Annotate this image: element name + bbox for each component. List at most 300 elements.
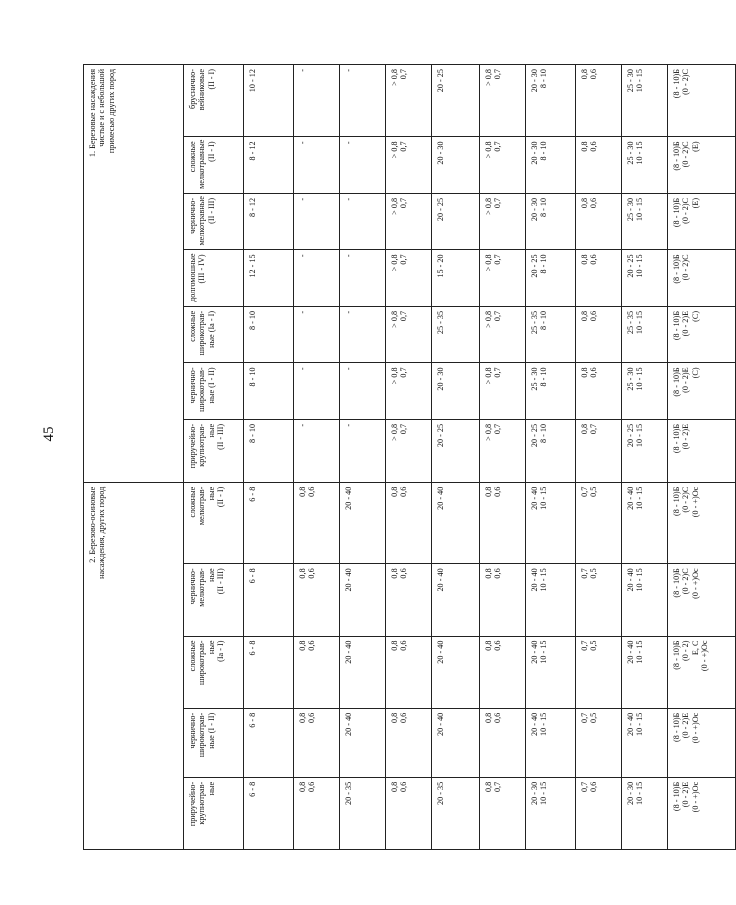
value-cell-c5	[432, 482, 480, 564]
cell-line: 0,6	[589, 254, 599, 265]
cell-line: ные	[206, 640, 216, 655]
value-cell-c4	[386, 777, 432, 849]
value-cell-c10	[668, 482, 736, 564]
value-cell-c8	[576, 306, 622, 363]
group-label-cell	[84, 482, 184, 849]
cell-line: чернично-	[188, 712, 197, 749]
cell-line: 0,7	[580, 712, 589, 723]
cell-line: крупнотрав-	[197, 423, 207, 467]
cell-line: 0,6	[399, 568, 409, 579]
cell-line: 0,8	[484, 640, 493, 651]
rotated-table-container	[83, 64, 710, 850]
value-cell-c2	[294, 564, 340, 636]
cell-value: 20 - 35	[344, 781, 353, 805]
cell-line: 0,7	[580, 781, 589, 793]
cell-line: (8 - 10)Б	[672, 486, 681, 516]
value-cell-c5	[432, 636, 480, 708]
value-cell-c3	[340, 636, 386, 708]
cell-value: -	[344, 197, 353, 201]
cell-line: 10 - 15	[635, 69, 645, 93]
cell-line: сложные	[188, 310, 197, 342]
value-cell-c6	[480, 482, 526, 564]
cell-line: Е, С	[690, 640, 700, 656]
value-cell-c9	[622, 636, 668, 708]
value-cell-c4	[386, 65, 432, 137]
cell-line: 25 - 30	[626, 69, 635, 93]
value-cell-c5	[432, 564, 480, 636]
cell-line: > 0,8	[390, 141, 399, 159]
value-cell-c7	[526, 636, 576, 708]
table-row	[294, 65, 340, 850]
cell-line: 20 - 40	[530, 712, 539, 736]
value-cell-c6	[480, 636, 526, 708]
cell-line: (II - III)	[216, 423, 226, 450]
cell-value: -	[344, 69, 353, 72]
stand-type-cell	[184, 708, 244, 777]
value-cell-c5	[432, 65, 480, 137]
cell-line: 0,8	[390, 712, 399, 723]
cell-line: ные	[206, 486, 216, 501]
value-cell-c2	[294, 636, 340, 708]
value-cell-c7	[526, 306, 576, 363]
cell-line: 10 - 15	[539, 640, 549, 664]
cell-line: крупнотрав-	[197, 781, 207, 825]
cell-line: (0 - 2)Е	[681, 781, 691, 808]
cell-line: (0 - 2)	[681, 640, 691, 661]
cell-line: 20 - 25	[626, 254, 635, 278]
cell-value: 20 - 40	[344, 486, 353, 510]
table-row	[576, 65, 622, 850]
cell-line: 0,8	[390, 640, 399, 651]
value-cell-c5	[432, 137, 480, 194]
cell-line: (0 - 2)Е	[681, 712, 691, 739]
table-body	[84, 65, 736, 850]
cell-line: сложные	[188, 486, 197, 518]
cell-line: 0,8	[298, 568, 307, 579]
cell-line: чернично-	[188, 367, 197, 404]
value-cell-c8	[576, 419, 622, 482]
cell-value: -	[298, 423, 307, 427]
cell-line: (0 - 2)С	[681, 197, 691, 224]
cell-line: 8 - 10	[539, 310, 549, 331]
value-cell-c9	[622, 250, 668, 307]
cell-line: 10 - 15	[635, 423, 645, 448]
cell-line: (0 - +)Ос	[690, 486, 700, 518]
cell-line: 20 - 40	[530, 486, 539, 510]
cell-line: (8 - 10)Б	[672, 712, 681, 742]
cell-line: мелкотрав-	[197, 568, 207, 607]
value-cell-c4	[386, 306, 432, 363]
cell-line: > 0,8	[390, 310, 399, 328]
cell-line: ные (I - II)	[206, 367, 216, 404]
stand-type-cell	[184, 363, 244, 420]
cell-line: 0,8	[390, 486, 399, 497]
value-cell-c2	[294, 250, 340, 307]
cell-line: 10 - 15	[635, 568, 645, 592]
cell-line: (8 - 10)Б	[672, 367, 681, 397]
value-cell-c9	[622, 306, 668, 363]
cell-value: -	[344, 254, 353, 258]
cell-value: 20 - 35	[436, 781, 445, 805]
table-row	[526, 65, 576, 850]
group-label-line: 2. Березово-осиновые	[88, 486, 97, 563]
cell-line: 0,6	[399, 486, 409, 497]
cell-line: 0,5	[589, 640, 599, 651]
cell-line: ные	[206, 568, 216, 582]
table-row	[244, 65, 294, 850]
stand-type-cell	[184, 306, 244, 363]
cell-value: 20 - 25	[436, 423, 445, 448]
value-cell-c6	[480, 250, 526, 307]
value-cell-c9	[622, 363, 668, 420]
cell-line: > 0,8	[484, 423, 493, 441]
stand-type-cell	[184, 777, 244, 849]
cell-line: (Ia - I)	[216, 640, 226, 662]
cell-value: 20 - 40	[436, 640, 445, 664]
value-cell-c1	[244, 137, 294, 194]
cell-line: мелкотравные	[197, 139, 207, 189]
table-row	[340, 65, 386, 850]
cell-line: 0,6	[589, 367, 599, 378]
cell-line: 0,8	[390, 568, 399, 579]
cell-line: > 0,8	[484, 254, 493, 272]
value-cell-c7	[526, 564, 576, 636]
value-cell-c9	[622, 708, 668, 777]
cell-line: (8 - 10)Б	[672, 197, 681, 228]
cell-line: > 0,8	[484, 310, 493, 328]
cell-line: 10 - 15	[539, 568, 549, 592]
cell-line: (8 - 10)Б	[672, 254, 681, 284]
cell-value: 20 - 25	[436, 69, 445, 93]
cell-line: 20 - 30	[530, 197, 539, 222]
cell-line: (II - I)	[216, 486, 226, 508]
stand-type-cell	[184, 250, 244, 307]
cell-line: 0,8	[390, 781, 399, 793]
value-cell-c6	[480, 65, 526, 137]
cell-line: > 0,8	[484, 197, 493, 215]
cell-line: 10 - 15	[539, 781, 549, 805]
cell-line: ные (I - II)	[206, 712, 216, 749]
cell-line: приручейно-	[188, 781, 197, 827]
value-cell-c3	[340, 306, 386, 363]
value-cell-c3	[340, 777, 386, 849]
cell-line: (С)	[690, 367, 700, 379]
table-row	[84, 65, 184, 850]
cell-line: 0,8	[484, 568, 493, 579]
value-cell-c7	[526, 193, 576, 250]
value-cell-c8	[576, 250, 622, 307]
cell-line: 0,6	[307, 486, 317, 497]
cell-line: 0,6	[493, 712, 503, 723]
cell-value: -	[298, 69, 307, 72]
value-cell-c10	[668, 636, 736, 708]
cell-line: чернично-	[188, 568, 197, 605]
cell-line: 25 - 35	[626, 310, 635, 335]
cell-line: 0,8	[580, 197, 589, 209]
cell-line: 0,8	[580, 254, 589, 265]
cell-line: (0 - 2)С	[681, 141, 691, 168]
cell-line: 10 - 15	[635, 781, 645, 805]
cell-line: 0,6	[399, 712, 409, 723]
cell-line: (0 - 2)Е	[681, 310, 691, 337]
cell-line: 0,7	[493, 423, 503, 435]
cell-line: 20 - 40	[626, 640, 635, 664]
value-cell-c4	[386, 363, 432, 420]
value-cell-c10	[668, 708, 736, 777]
value-cell-c2	[294, 482, 340, 564]
cell-line: (8 - 10)Б	[672, 141, 681, 171]
value-cell-c4	[386, 564, 432, 636]
cell-line: 0,6	[589, 69, 599, 80]
cell-line: 0,8	[580, 141, 589, 152]
cell-line: > 0,8	[390, 69, 399, 86]
cell-line: 10 - 15	[635, 486, 645, 510]
value-cell-c10	[668, 306, 736, 363]
value-cell-c2	[294, 363, 340, 420]
value-cell-c9	[622, 137, 668, 194]
cell-line: 0,7	[399, 254, 409, 265]
value-cell-c10	[668, 419, 736, 482]
page-number: 45	[41, 426, 57, 442]
value-cell-c3	[340, 419, 386, 482]
stand-type-cell	[184, 193, 244, 250]
cell-line: 0,7	[580, 486, 589, 497]
cell-line: (8 - 10)Б	[672, 640, 681, 670]
value-cell-c2	[294, 65, 340, 137]
cell-line: 0,6	[589, 141, 599, 152]
cell-line: бруснично-	[188, 69, 197, 109]
table-row	[184, 65, 244, 850]
value-cell-c9	[622, 193, 668, 250]
value-cell-c5	[432, 306, 480, 363]
cell-line: 20 - 40	[530, 568, 539, 592]
value-cell-c6	[480, 419, 526, 482]
cell-line: (8 - 10)Б	[672, 310, 681, 341]
value-cell-c6	[480, 777, 526, 849]
cell-line: (0 - 2)С	[681, 486, 691, 513]
value-cell-c5	[432, 250, 480, 307]
cell-line: (II - III)	[216, 568, 226, 595]
cell-line: 25 - 30	[626, 141, 635, 165]
stand-type-cell	[184, 65, 244, 137]
value-cell-c8	[576, 708, 622, 777]
cell-line: 0,7	[580, 640, 589, 651]
cell-line: 0,7	[399, 141, 409, 152]
cell-line: (8 - 10)Б	[672, 423, 681, 454]
cell-line: 0,6	[307, 712, 317, 723]
cell-line: 0,6	[589, 197, 599, 209]
value-cell-c2	[294, 777, 340, 849]
value-cell-c3	[340, 137, 386, 194]
cell-value: 6 - 8	[248, 712, 257, 728]
cell-line: 10 - 15	[635, 367, 645, 391]
value-cell-c1	[244, 193, 294, 250]
cell-line: (III - IV)	[197, 254, 207, 284]
cell-line: 25 - 30	[626, 197, 635, 222]
cell-value: 20 - 25	[436, 197, 445, 222]
cell-line: 0,7	[580, 568, 589, 579]
value-cell-c6	[480, 363, 526, 420]
group-label-cell	[84, 65, 184, 483]
cell-line: 0,6	[493, 568, 503, 579]
cell-line: (8 - 10)Б	[672, 69, 681, 99]
cell-line: 8 - 10	[539, 254, 549, 274]
value-cell-c3	[340, 482, 386, 564]
value-cell-c3	[340, 193, 386, 250]
value-cell-c6	[480, 193, 526, 250]
cell-line: 10 - 15	[635, 712, 645, 736]
value-cell-c5	[432, 363, 480, 420]
value-cell-c9	[622, 65, 668, 137]
cell-value: 8 - 10	[248, 310, 257, 331]
cell-line: (0 - +)Ос	[690, 712, 700, 744]
cell-line: 0,7	[399, 197, 409, 209]
cell-line: ные (Ia - I)	[206, 310, 216, 348]
group-label-line: насаждения, других пород	[97, 486, 107, 579]
table-row	[432, 65, 480, 850]
cell-line: > 0,8	[390, 367, 399, 385]
cell-line: 0,8	[484, 781, 493, 793]
cell-value: 20 - 40	[344, 568, 353, 592]
cell-line: 20 - 30	[530, 781, 539, 805]
cell-line: 25 - 35	[530, 310, 539, 335]
value-cell-c4	[386, 708, 432, 777]
cell-line: чернично-	[188, 197, 197, 234]
value-cell-c2	[294, 193, 340, 250]
value-cell-c8	[576, 363, 622, 420]
forest-stand-table	[83, 64, 736, 850]
value-cell-c2	[294, 419, 340, 482]
value-cell-c3	[340, 65, 386, 137]
value-cell-c4	[386, 482, 432, 564]
value-cell-c8	[576, 193, 622, 250]
value-cell-c10	[668, 777, 736, 849]
cell-line: 0,5	[589, 568, 599, 579]
cell-value: 20 - 30	[436, 141, 445, 165]
cell-line: 0,7	[493, 254, 503, 265]
value-cell-c1	[244, 419, 294, 482]
cell-line: сложные	[188, 640, 197, 672]
value-cell-c9	[622, 564, 668, 636]
cell-value: 8 - 10	[248, 423, 257, 444]
cell-line: 0,7	[399, 423, 409, 435]
value-cell-c10	[668, 137, 736, 194]
cell-line: 8 - 10	[539, 141, 549, 161]
cell-line: 20 - 40	[626, 712, 635, 736]
cell-line: 20 - 30	[626, 781, 635, 805]
value-cell-c9	[622, 419, 668, 482]
cell-line: 8 - 10	[539, 197, 549, 218]
cell-line: (Е)	[690, 141, 700, 152]
cell-line: 0,8	[298, 486, 307, 497]
cell-line: 25 - 30	[626, 367, 635, 391]
value-cell-c8	[576, 137, 622, 194]
cell-line: 0,8	[484, 486, 493, 497]
cell-line: 0,8	[298, 712, 307, 723]
cell-line: 10 - 15	[539, 712, 549, 736]
cell-line: мелкотравные	[197, 196, 207, 246]
cell-line: 25 - 30	[530, 367, 539, 391]
cell-line: долгомошные	[188, 253, 197, 302]
cell-line: (0 - 2)С	[681, 254, 691, 281]
cell-value: -	[298, 254, 307, 258]
value-cell-c1	[244, 708, 294, 777]
cell-line: 0,7	[493, 197, 503, 209]
cell-line: 10 - 15	[635, 141, 645, 165]
cell-value: -	[298, 141, 307, 145]
cell-line: (8 - 10)Б	[672, 568, 681, 598]
cell-line: 0,5	[589, 712, 599, 723]
value-cell-c8	[576, 564, 622, 636]
value-cell-c6	[480, 137, 526, 194]
cell-line: (0 - 2)С	[681, 568, 691, 595]
cell-line: 0,7	[493, 310, 503, 322]
value-cell-c3	[340, 708, 386, 777]
cell-line: (II - III)	[206, 197, 216, 224]
cell-line: широкотрав-	[197, 712, 207, 758]
cell-value: 6 - 8	[248, 486, 257, 502]
cell-line: широкотрав-	[197, 640, 207, 685]
cell-value: 8 - 12	[248, 197, 257, 218]
cell-line: 0,5	[589, 486, 599, 497]
cell-value: 6 - 8	[248, 568, 257, 584]
value-cell-c1	[244, 250, 294, 307]
value-cell-c10	[668, 564, 736, 636]
cell-line: 10 - 15	[635, 310, 645, 335]
cell-line: 0,7	[493, 781, 503, 793]
cell-line: 20 - 25	[626, 423, 635, 448]
cell-value: 12 - 15	[248, 254, 257, 278]
cell-line: 0,7	[589, 423, 599, 435]
cell-line: 0,7	[493, 141, 503, 152]
cell-value: 20 - 40	[436, 486, 445, 510]
cell-value: 20 - 40	[436, 712, 445, 736]
cell-line: > 0,8	[484, 69, 493, 86]
cell-value: -	[344, 423, 353, 427]
cell-line: 10 - 15	[539, 486, 549, 510]
cell-line: 0,7	[399, 367, 409, 378]
cell-line: широкотрав-	[197, 310, 207, 356]
cell-line: вейниковые	[197, 69, 207, 111]
cell-line: 0,7	[493, 367, 503, 378]
cell-line: (0 - 2)С	[681, 69, 691, 95]
cell-line: (0 - +)Ос	[690, 568, 700, 599]
group-label-line: чистые и с небольшой	[97, 69, 107, 147]
value-cell-c2	[294, 306, 340, 363]
cell-line: 8 - 10	[539, 423, 549, 444]
cell-line: 0,8	[484, 712, 493, 723]
value-cell-c7	[526, 777, 576, 849]
cell-line: 8 - 10	[539, 69, 549, 89]
cell-line: 0,6	[493, 486, 503, 497]
cell-line: (8 - 10)Б	[672, 781, 681, 812]
table-row	[480, 65, 526, 850]
value-cell-c5	[432, 419, 480, 482]
cell-line: 20 - 40	[626, 568, 635, 592]
cell-line: 0,6	[307, 640, 317, 651]
cell-line: 0,8	[298, 781, 307, 793]
cell-line: 8 - 10	[539, 367, 549, 387]
stand-type-cell	[184, 636, 244, 708]
cell-line: (II - I)	[206, 141, 216, 162]
cell-value: 20 - 40	[344, 640, 353, 664]
stand-type-cell	[184, 419, 244, 482]
cell-value: -	[344, 367, 353, 371]
cell-line: 20 - 25	[530, 254, 539, 278]
cell-line: 10 - 15	[635, 640, 645, 664]
cell-line: 0,8	[580, 367, 589, 378]
cell-value: 6 - 8	[248, 781, 257, 797]
